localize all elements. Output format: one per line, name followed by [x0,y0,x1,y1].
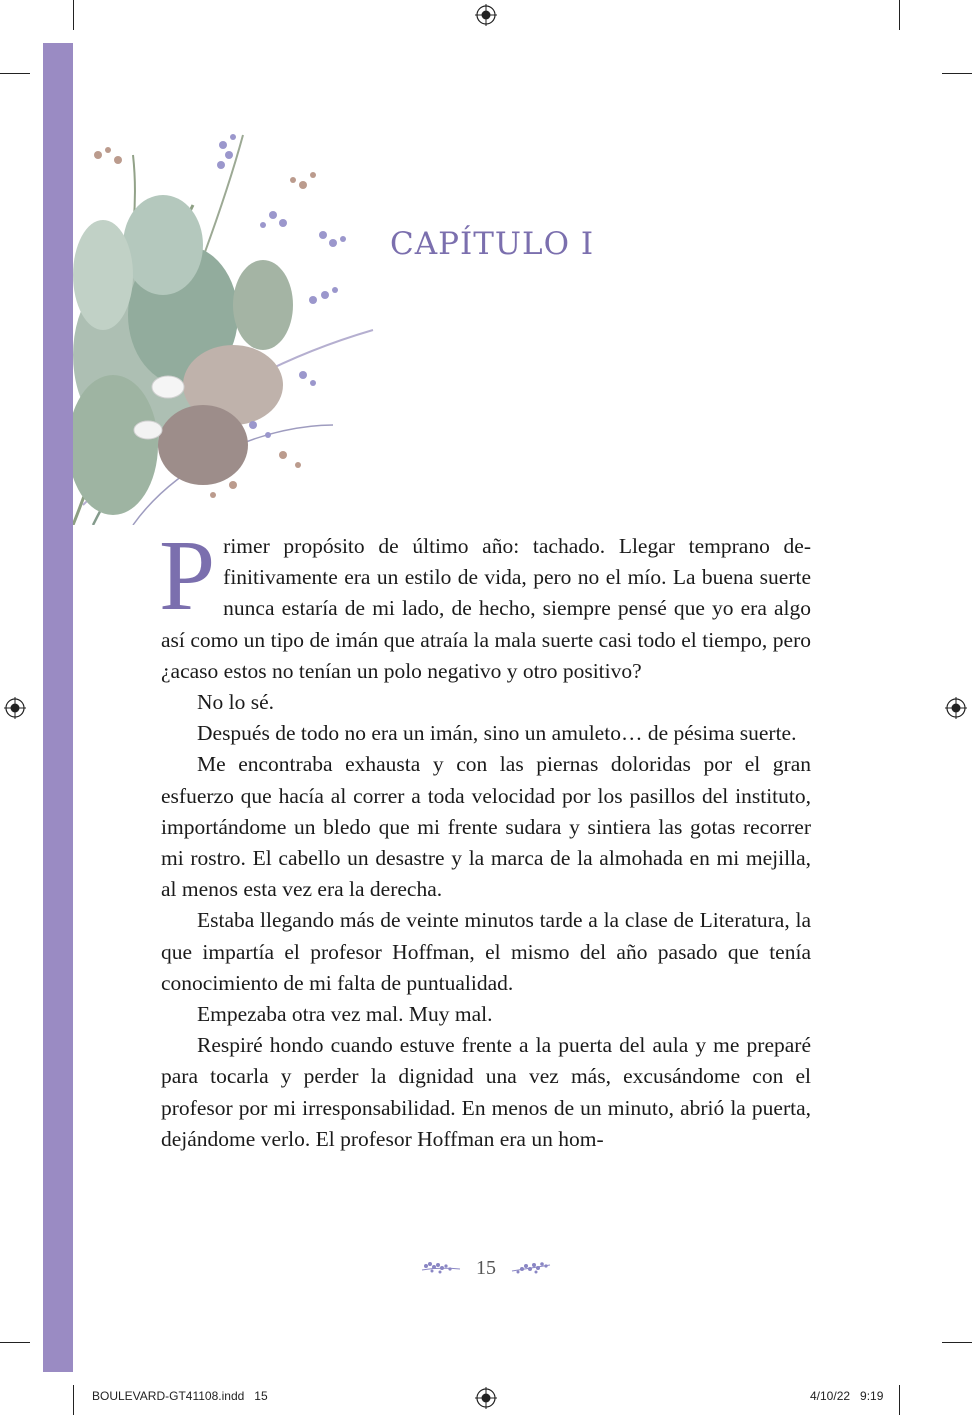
chapter-title: CAPÍTULO I [390,226,595,262]
paragraph: Después de todo no era un imán, sino un amuleto… de pésima suerte. [197,721,797,746]
floral-illustration [73,125,378,525]
slug-timestamp: 4/10/22 9:19 [810,1389,884,1403]
registration-mark-right-icon [945,697,967,719]
paragraph: Respiré hondo cuando estuve frente a la puerta del aula y me preparé para tocarla y perder la dignidad una vez más, excusándome con el profesor por mi irresponsabilidad. En menos de un minuto, abrió la puerta, dejándome verlo. El profesor Hoffman era un hom- [161,1033,811,1151]
crop-mark-top-right-h [942,73,972,74]
paragraph: No lo sé. [197,690,275,715]
crop-mark-top-right-v [899,0,900,30]
body-text [159,519,811,1155]
crop-mark-bottom-right-h [942,1342,972,1343]
crop-mark-bottom-right-v [899,1385,900,1415]
registration-mark-left-icon [4,697,26,719]
crop-mark-top-left-h [0,73,30,74]
paragraph: Estaba llegando más de veinte minutos tarde a la clase de Literatura, la que impartía el profesor Hoffman, el mismo del año pasado que tenía conocimiento de mi falta de puntualidad. [161,908,811,995]
paragraph: Me encontraba exhausta y con las piernas doloridas por el gran esfuerzo que hacía al correr a toda velocidad por los pasillos del instituto, importándome un bledo que mi frente sudara y sintiera las gotas recorrer mi rostro. El cabello un desastre y la marca de la almohada en mi mejilla, al menos esta vez era la derecha. [161,752,811,902]
crop-mark-bottom-left-v [73,1385,74,1415]
crop-mark-bottom-left-h [0,1342,30,1343]
page-footer-folio [420,1256,552,1282]
slug-file-name: BOULEVARD-GT41108.indd 15 [92,1389,268,1403]
page-number: 15 [476,1257,496,1279]
registration-mark-bottom-icon [475,1387,497,1409]
registration-mark-top-icon [475,4,497,26]
lavender-ornament-right-icon [510,1259,552,1277]
side-color-bar [43,43,73,1372]
crop-mark-top-left-v [73,0,74,30]
paragraph: Empezaba otra vez mal. Muy mal. [197,1002,493,1027]
dropcap: P [159,519,216,631]
paragraph: Primer propósito de último año: tachado. Llegar temprano definitivamente era un estilo de vida, pero no el mío. La buena suerte nunca estaría de mi lado, de hecho, siempre pensé que yo era algo así como un tipo de imán que atraía la mala suerte casi todo el tiempo, pero ¿acaso estos no tenían un polo negativo y otro positivo? [159,519,811,683]
